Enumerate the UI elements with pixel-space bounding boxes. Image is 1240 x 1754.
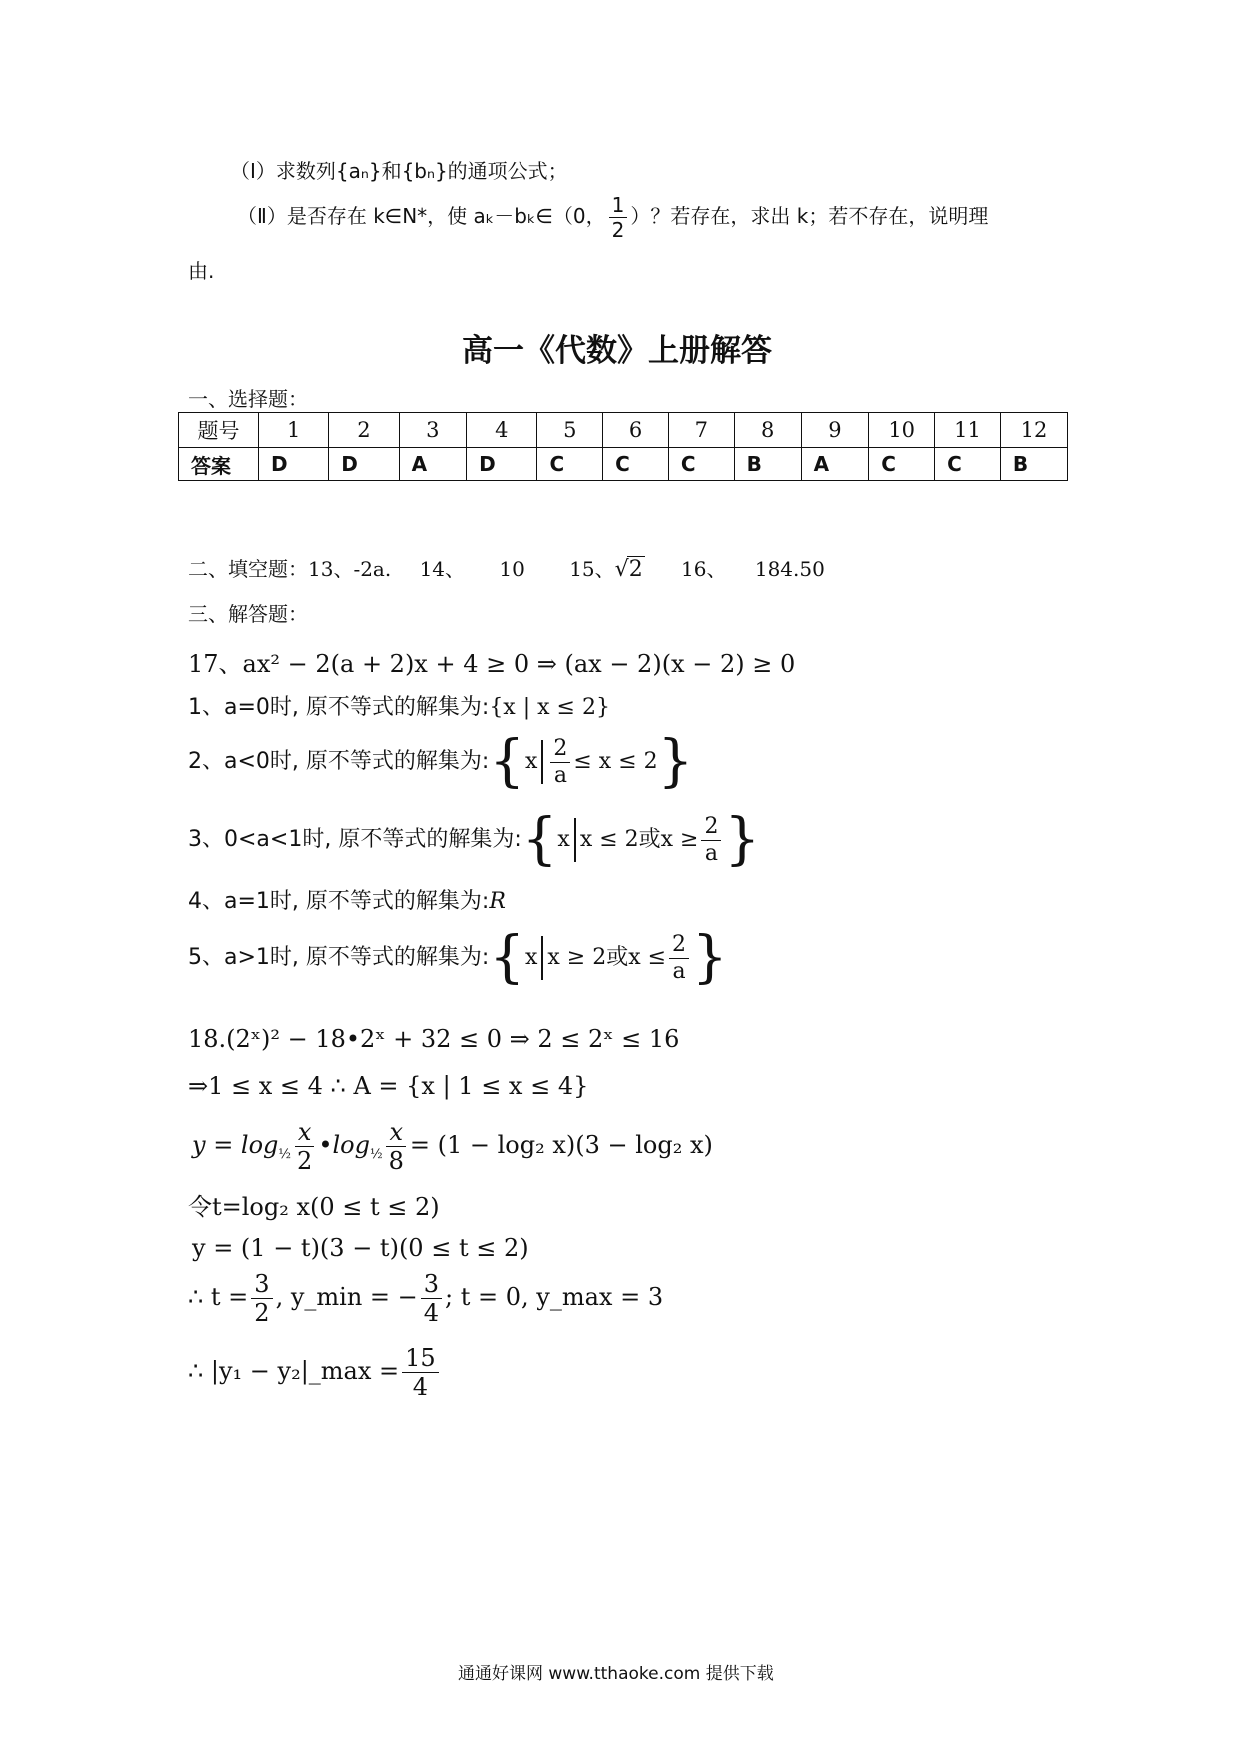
q17-case1-set: {x | x ≤ 2} bbox=[489, 695, 610, 720]
q18-line7: ∴ |y₁ − y₂|_max = $\frac{15}{4}$ bbox=[188, 1346, 442, 1399]
problem-fraction: $\frac{1}{2}$ bbox=[609, 195, 628, 240]
answer-14-label: 14、 bbox=[419, 557, 466, 581]
q18-fraction-x8: $\frac{x}{8}$ bbox=[386, 1120, 407, 1173]
q18-line1: 18.(2ˣ)² − 18•2ˣ + 32 ≤ 0 ⇒ 2 ≤ 2ˣ ≤ 16 bbox=[188, 1025, 680, 1053]
q17-case2: 2、a<0时, 原不等式的解集为:{x $\frac{2}{a}$ ≤ x ≤ 2} bbox=[188, 729, 694, 794]
question-number: 5 bbox=[537, 413, 603, 448]
answer-cell: D bbox=[329, 448, 399, 481]
answer-14-value: 10 bbox=[499, 557, 525, 581]
question-number: 6 bbox=[603, 413, 669, 448]
answer-16-value: 184.50 bbox=[754, 557, 825, 581]
sqrt-symbol: √2 bbox=[614, 557, 643, 582]
q17-case3: 3、0<a<1时, 原不等式的解集为:{x x ≤ 2或x ≥ $\frac{2}{a}$ } bbox=[188, 807, 761, 872]
question-number: 7 bbox=[668, 413, 734, 448]
left-brace: { bbox=[521, 807, 558, 872]
answer-cell: B bbox=[734, 448, 801, 481]
answer-cell: D bbox=[259, 448, 329, 481]
answer-15-label: 15、 bbox=[569, 557, 615, 581]
page-title: 高一《代数》上册解答 bbox=[462, 333, 772, 369]
answer-16-label: 16、 bbox=[681, 557, 727, 581]
right-brace: } bbox=[692, 925, 728, 990]
answer-cell: B bbox=[1000, 448, 1067, 481]
question-number: 3 bbox=[399, 413, 467, 448]
question-number: 8 bbox=[734, 413, 801, 448]
question-number: 1 bbox=[259, 413, 329, 448]
q18-fraction-x2: $\frac{x}{2}$ bbox=[294, 1120, 315, 1173]
question-number: 12 bbox=[1000, 413, 1067, 448]
q18-fraction-result: $\frac{15}{4}$ bbox=[402, 1346, 439, 1399]
q18-line2: ⇒1 ≤ x ≤ 4 ∴ A = {x | 1 ≤ x ≤ 4} bbox=[188, 1072, 589, 1100]
question-number: 11 bbox=[935, 413, 1001, 448]
q18-line6: ∴ t = $\frac{3}{2}$ , y_min = − $\frac{3}{4}$ ; t = 0, y_max = 3 bbox=[188, 1270, 664, 1327]
answer-cell: A bbox=[801, 448, 869, 481]
q17-case2-fraction: $\frac{2}{a}$ bbox=[550, 738, 570, 787]
answer-table-answer-row bbox=[179, 448, 1068, 481]
right-brace: } bbox=[657, 729, 694, 794]
page-footer: 通通好课网 www.tthaoke.com 提供下载 bbox=[458, 1664, 774, 1684]
answer-cell: C bbox=[603, 448, 669, 481]
problem-part2-a: （Ⅱ）是否存在 k∈N*，使 aₖ－bₖ∈（0， bbox=[237, 204, 606, 228]
q17-case3-fraction: $\frac{2}{a}$ bbox=[701, 816, 721, 865]
section-choice-label: 一、选择题： bbox=[188, 387, 308, 411]
right-brace: } bbox=[724, 807, 761, 872]
question-number: 9 bbox=[801, 413, 869, 448]
set-bar bbox=[541, 740, 543, 784]
question-number: 2 bbox=[329, 413, 399, 448]
answer-table-header-row bbox=[179, 413, 1068, 448]
q17-case4-set: R bbox=[489, 889, 506, 914]
answer-label: 答案 bbox=[179, 448, 259, 481]
question-number: 10 bbox=[869, 413, 935, 448]
section-solve-label: 三、解答题： bbox=[188, 602, 308, 626]
q18-fraction-t: $\frac{3}{2}$ bbox=[251, 1272, 272, 1325]
left-brace: { bbox=[489, 729, 525, 794]
set-bar bbox=[574, 818, 576, 862]
set-bar bbox=[541, 936, 543, 980]
q18-fraction-ymin: $\frac{3}{4}$ bbox=[421, 1272, 442, 1325]
q18-line3: $y = \log_{\frac{1}{2}}$ $\frac{x}{2}$ $•\log_{\frac{1}{2}}$ $\frac{x}{8}$ = (1 − log₂ x)(3 − log₂ x) bbox=[192, 1118, 713, 1175]
question-number: 4 bbox=[467, 413, 537, 448]
q17-case5: 5、a>1时, 原不等式的解集为:{x x ≥ 2或x ≤ $\frac{2}{a}$ } bbox=[188, 925, 728, 990]
q17-case1: 1、a=0时, 原不等式的解集为:{x | x ≤ 2} bbox=[188, 695, 610, 720]
answer-13: 13、-2a. bbox=[308, 557, 392, 581]
header-label: 题号 bbox=[179, 413, 259, 448]
problem-part2-b: ）？若存在，求出 k；若不存在，说明理 bbox=[630, 204, 989, 228]
q17-case5-fraction: $\frac{2}{a}$ bbox=[669, 934, 689, 983]
problem-part2 bbox=[237, 195, 988, 240]
answer-15-value: 2 bbox=[628, 557, 643, 582]
answer-cell: C bbox=[668, 448, 734, 481]
q17-lead: 17、ax² − 2(a + 2)x + 4 ≥ 0 ⇒ (ax − 2)(x − 2) ≥ 0 bbox=[188, 650, 796, 678]
problem-part1: （Ⅰ）求数列{aₙ}和{bₙ}的通项公式； bbox=[230, 159, 568, 183]
answer-cell: D bbox=[467, 448, 537, 481]
answer-cell: C bbox=[869, 448, 935, 481]
q17-case4: 4、a=1时, 原不等式的解集为:R bbox=[188, 889, 506, 914]
answer-table bbox=[178, 412, 1068, 481]
q18-line4: 令t=log₂ x(0 ≤ t ≤ 2) bbox=[188, 1193, 440, 1221]
problem-part2-c: 由. bbox=[188, 259, 215, 283]
section-fill-label: 二、填空题： bbox=[188, 557, 308, 581]
answer-cell: A bbox=[399, 448, 467, 481]
answer-cell: C bbox=[537, 448, 603, 481]
q18-line5: y = (1 − t)(3 − t)(0 ≤ t ≤ 2) bbox=[192, 1234, 529, 1262]
section-fill-in bbox=[188, 553, 825, 582]
left-brace: { bbox=[489, 925, 525, 990]
answer-cell: C bbox=[935, 448, 1001, 481]
